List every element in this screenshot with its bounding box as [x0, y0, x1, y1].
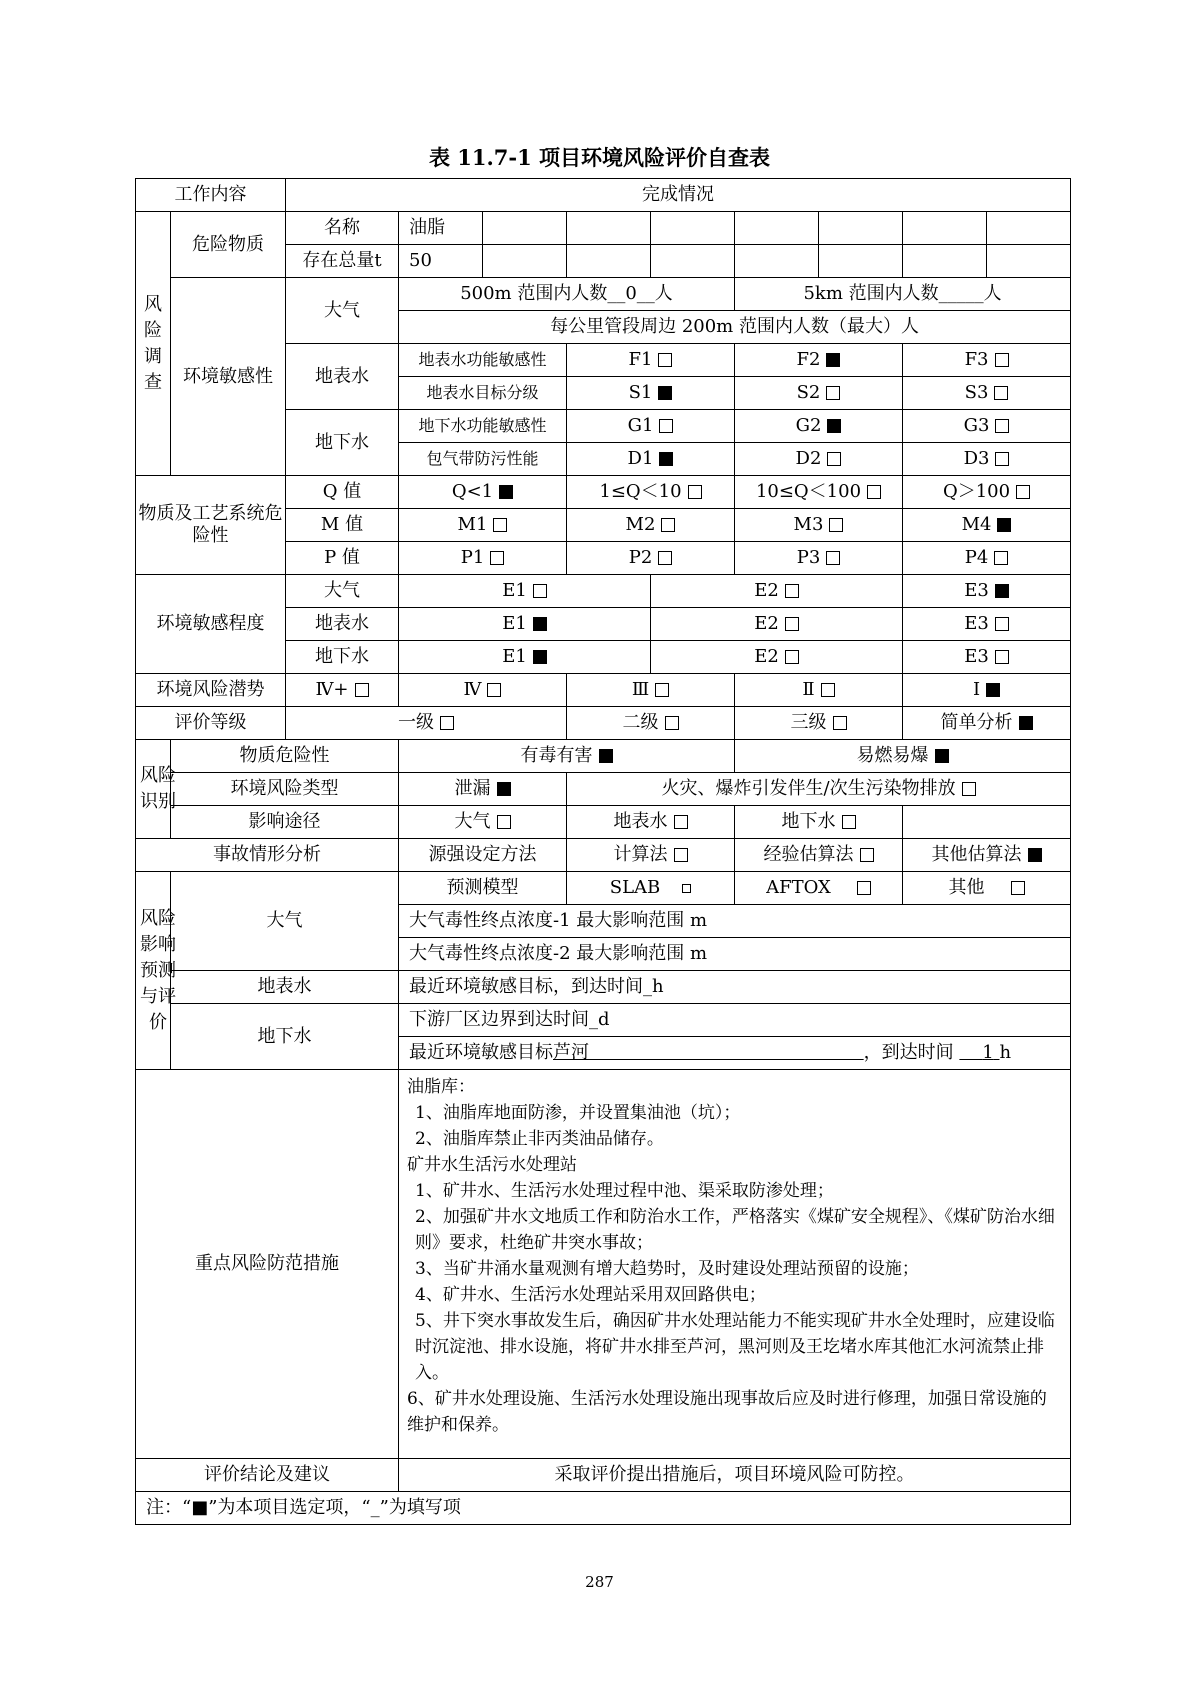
q-value-label: Q 值	[286, 476, 399, 509]
measures-line: 4、矿井水、生活污水处理站采用双回路供电；	[415, 1285, 766, 1305]
risk-id-substance-row	[136, 740, 1071, 773]
risk-id-path-row	[136, 806, 1071, 839]
checkbox-unchecked-icon	[674, 815, 688, 829]
checkbox-checked-icon	[997, 518, 1011, 532]
option-f1: F1	[567, 344, 735, 377]
measures-line: 2、加强矿井水文地质工作和防治水工作，严格落实《煤矿安全规程》、《煤矿防治水细则》要求，杜绝矿井突水事故；	[415, 1207, 1055, 1253]
checkbox-unchecked-icon	[490, 551, 504, 565]
option-level-2: 二级	[567, 707, 735, 740]
option-toxic: 有毒有害	[399, 740, 735, 773]
risk-potential-label: 环境风险潜势	[136, 674, 286, 707]
sens-degree-air-row	[136, 575, 1071, 608]
sens-degree-ground-label: 地下水	[286, 641, 399, 674]
prediction-surface-row	[136, 971, 1071, 1004]
option-other-estimate: 其他估算法	[903, 839, 1071, 872]
option-iv-plus: Ⅳ+	[286, 674, 399, 707]
table-title: 表 11.7-1 项目环境风险评价自查表	[428, 145, 771, 170]
option-air-e3: E3	[903, 575, 1071, 608]
checkbox-checked-icon	[1019, 716, 1033, 730]
option-f3: F3	[903, 344, 1071, 377]
ground-target-time: 最近环境敏感目标芦河 ，到达时间 1 h	[399, 1037, 1071, 1070]
surface-water-label: 地表水	[286, 344, 399, 410]
option-model-other: 其他	[903, 872, 1071, 905]
accident-label: 事故情形分析	[136, 839, 399, 872]
sens-degree-air-label: 大气	[286, 575, 399, 608]
measures-row	[136, 1070, 1071, 1459]
air-pipeline-population: 每公里管段周边 200m 范围内人数（最大）人	[399, 311, 1071, 344]
target-river-value: 芦河	[553, 1042, 589, 1063]
checkbox-unchecked-icon	[994, 551, 1008, 565]
checkbox-unchecked-icon	[994, 386, 1008, 400]
note-row	[136, 1492, 1071, 1525]
accident-row	[136, 839, 1071, 872]
checkbox-unchecked-icon	[440, 716, 454, 730]
checkbox-unchecked-icon	[661, 518, 675, 532]
checkbox-checked-icon	[935, 749, 949, 763]
risk-self-check-table	[135, 178, 1071, 1525]
measures-line: 矿井水生活污水处理站	[407, 1155, 577, 1175]
checkbox-unchecked-icon	[857, 881, 871, 895]
checkbox-unchecked-icon	[785, 650, 799, 664]
table-header-row	[136, 179, 1071, 212]
option-ground-e1: E1	[399, 641, 651, 674]
arrival-time-value: 1	[982, 1042, 994, 1063]
checkbox-checked-icon	[827, 419, 841, 433]
checkbox-checked-icon	[826, 353, 840, 367]
risk-id-type-row	[136, 773, 1071, 806]
risk-potential-row	[136, 674, 1071, 707]
option-p3: P3	[735, 542, 903, 575]
header-status: 完成情况	[286, 179, 1071, 212]
option-air-e2: E2	[651, 575, 903, 608]
option-m3: M3	[735, 509, 903, 542]
checkbox-checked-icon	[497, 782, 511, 796]
hazard-name-empty-cell	[567, 212, 651, 245]
ground-func-label: 地下水功能敏感性	[399, 410, 567, 443]
surface-target-label: 地表水目标分级	[399, 377, 567, 410]
checkbox-unchecked-icon	[995, 419, 1009, 433]
hazard-qty-empty-cell	[987, 245, 1071, 278]
hazard-name-label: 名称	[286, 212, 399, 245]
path-empty-cell	[903, 806, 1071, 839]
hazard-name-empty-cell	[651, 212, 735, 245]
checkbox-unchecked-icon	[995, 353, 1009, 367]
prediction-surface-label: 地表水	[171, 971, 399, 1004]
option-f2: F2	[735, 344, 903, 377]
option-s3: S3	[903, 377, 1071, 410]
checkbox-unchecked-icon	[674, 848, 688, 862]
option-empirical: 经验估算法	[735, 839, 903, 872]
env-sensitivity-label: 环境敏感性	[171, 278, 286, 476]
checkbox-unchecked-icon	[688, 485, 702, 499]
option-level-1: 一级	[286, 707, 567, 740]
measures-content	[399, 1070, 1071, 1459]
header-work: 工作内容	[136, 179, 286, 212]
option-leak: 泄漏	[399, 773, 567, 806]
substance-hazard-label: 物质危险性	[171, 740, 399, 773]
option-slab: SLAB	[567, 872, 735, 905]
checkbox-unchecked-icon	[682, 884, 691, 893]
checkbox-unchecked-icon	[355, 683, 369, 697]
checkbox-checked-icon	[1028, 848, 1042, 862]
option-g3: G3	[903, 410, 1071, 443]
checkbox-unchecked-icon	[860, 848, 874, 862]
option-m1: M1	[399, 509, 567, 542]
checkbox-unchecked-icon	[995, 452, 1009, 466]
measures-line: 3、当矿井涌水量观测有增大趋势时，及时建设处理站预留的设施；	[415, 1259, 919, 1279]
checkbox-checked-icon	[995, 584, 1009, 598]
checkbox-unchecked-icon	[533, 584, 547, 598]
checkbox-checked-icon	[658, 386, 672, 400]
checkbox-unchecked-icon	[827, 452, 841, 466]
option-s2: S2	[735, 377, 903, 410]
checkbox-unchecked-icon	[867, 485, 881, 499]
hazard-name-empty-cell	[819, 212, 903, 245]
prediction-ground-label: 地下水	[171, 1004, 399, 1070]
option-ground-e3: E3	[903, 641, 1071, 674]
vadose-label: 包气带防污性能	[399, 443, 567, 476]
option-s1: S1	[567, 377, 735, 410]
checkbox-unchecked-icon	[833, 716, 847, 730]
option-g2: G2	[735, 410, 903, 443]
measures-line: 6、矿井水处理设施、生活污水处理设施出现事故后应及时进行修理，加强日常设施的维护和保养。	[407, 1389, 1047, 1435]
option-p1: P1	[399, 542, 567, 575]
option-i: Ⅰ	[903, 674, 1071, 707]
air-toxic-endpoint-2: 大气毒性终点浓度-2 最大影响范围 m	[399, 938, 1071, 971]
checkbox-checked-icon	[533, 617, 547, 631]
checkbox-unchecked-icon	[658, 353, 672, 367]
option-level-3: 三级	[735, 707, 903, 740]
prediction-text: 风险影响预测与评价	[140, 907, 176, 1033]
air-toxic-endpoint-1: 大气毒性终点浓度-1 最大影响范围 m	[399, 905, 1071, 938]
hazard-qty-empty-cell	[903, 245, 987, 278]
surface-arrival-time: 最近环境敏感目标，到达时间_h	[399, 971, 1071, 1004]
conclusion-text: 采取评价提出措施后，项目环境风险可防控。	[399, 1459, 1071, 1492]
option-path-air: 大气	[399, 806, 567, 839]
option-p4: P4	[903, 542, 1071, 575]
option-ground-e2: E2	[651, 641, 903, 674]
checkbox-checked-icon	[599, 749, 613, 763]
measures-line: 5、井下突水事故发生后，确因矿井水处理站能力不能实现矿井水全处理时，应建设临时沉淀池、排水设施，将矿井水排至芦河，黑河则及王圪堵水库其他汇水河流禁止排入。	[415, 1311, 1055, 1383]
risk-id-text: 风险识别	[140, 765, 176, 812]
checkbox-unchecked-icon	[785, 617, 799, 631]
option-surface-e3: E3	[903, 608, 1071, 641]
option-surface-e1: E1	[399, 608, 651, 641]
eval-level-row	[136, 707, 1071, 740]
checkbox-checked-icon	[533, 650, 547, 664]
option-iv: Ⅳ	[399, 674, 567, 707]
hazard-label: 危险物质	[171, 212, 286, 278]
prediction-ground-line-1-row	[136, 1004, 1071, 1037]
hazard-name-row	[136, 212, 1071, 245]
hazard-qty-empty-cell	[483, 245, 567, 278]
option-flammable: 易燃易爆	[735, 740, 1071, 773]
checkbox-unchecked-icon	[826, 551, 840, 565]
option-m4: M4	[903, 509, 1071, 542]
checkbox-unchecked-icon	[497, 815, 511, 829]
measures-label: 重点风险防范措施	[136, 1070, 399, 1459]
hazard-name-empty-cell	[903, 212, 987, 245]
model-label: 预测模型	[399, 872, 567, 905]
groundwater-label: 地下水	[286, 410, 399, 476]
m-value-label: M 值	[286, 509, 399, 542]
option-q-1-10: 1≤Q＜10	[567, 476, 735, 509]
process-hazard-label: 物质及工艺系统危险性	[136, 476, 286, 575]
checkbox-unchecked-icon	[655, 683, 669, 697]
option-g1: G1	[567, 410, 735, 443]
option-simple-analysis: 简单分析	[903, 707, 1071, 740]
source-method-label: 源强设定方法	[399, 839, 567, 872]
air-sensitivity-row-1	[136, 278, 1071, 311]
hazard-qty-empty-cell	[735, 245, 819, 278]
sens-degree-surface-label: 地表水	[286, 608, 399, 641]
hazard-qty-empty-cell	[651, 245, 735, 278]
checkbox-unchecked-icon	[995, 650, 1009, 664]
checkbox-checked-icon	[659, 452, 673, 466]
option-calculation: 计算法	[567, 839, 735, 872]
option-path-ground: 地下水	[735, 806, 903, 839]
measures-line: 1、矿井水、生活污水处理过程中池、渠采取防渗处理；	[415, 1181, 834, 1201]
option-d3: D3	[903, 443, 1071, 476]
checkbox-unchecked-icon	[995, 617, 1009, 631]
checkbox-unchecked-icon	[962, 782, 976, 796]
env-sensitivity-degree-label: 环境敏感程度	[136, 575, 286, 674]
hazard-qty-label: 存在总量t	[286, 245, 399, 278]
hazard-qty-value: 50	[399, 245, 483, 278]
measures-line: 1、油脂库地面防渗，并设置集油池（坑）；	[415, 1103, 741, 1123]
option-path-surface: 地表水	[567, 806, 735, 839]
option-iii: Ⅲ	[567, 674, 735, 707]
conclusion-row	[136, 1459, 1071, 1492]
checkbox-unchecked-icon	[665, 716, 679, 730]
checkbox-unchecked-icon	[821, 683, 835, 697]
hazard-name-empty-cell	[735, 212, 819, 245]
option-q-10-100: 10≤Q＜100	[735, 476, 903, 509]
hazard-qty-empty-cell	[819, 245, 903, 278]
prediction-model-row	[136, 872, 1071, 905]
hazard-name-value: 油脂	[399, 212, 483, 245]
hazard-name-empty-cell	[483, 212, 567, 245]
air-label: 大气	[286, 278, 399, 344]
hazard-name-empty-cell	[987, 212, 1071, 245]
table-note: 注：“■”为本项目选定项，“_”为填写项	[136, 1492, 1071, 1525]
checkbox-checked-icon	[499, 485, 513, 499]
risk-survey-label	[136, 212, 171, 476]
checkbox-unchecked-icon	[658, 551, 672, 565]
option-p2: P2	[567, 542, 735, 575]
option-air-e1: E1	[399, 575, 651, 608]
checkbox-unchecked-icon	[829, 518, 843, 532]
checkbox-unchecked-icon	[826, 386, 840, 400]
conclusion-label: 评价结论及建议	[136, 1459, 399, 1492]
option-aftox: AFTOX	[735, 872, 903, 905]
p-value-label: P 值	[286, 542, 399, 575]
option-m2: M2	[567, 509, 735, 542]
prediction-label	[136, 872, 176, 1070]
option-q-lt-1: Q<1	[399, 476, 567, 509]
risk-id-label	[136, 740, 176, 839]
checkbox-checked-icon	[986, 683, 1000, 697]
option-d1: D1	[567, 443, 735, 476]
air-500m-population: 500m 范围内人数__0__人	[399, 278, 735, 311]
risk-survey-text: 风险调查	[144, 293, 162, 393]
checkbox-unchecked-icon	[1011, 881, 1025, 895]
air-5km-population: 5km 范围内人数_____人	[735, 278, 1071, 311]
impact-path-label: 影响途径	[171, 806, 399, 839]
page-number: 287	[585, 1573, 614, 1591]
checkbox-unchecked-icon	[842, 815, 856, 829]
surface-func-label: 地表水功能敏感性	[399, 344, 567, 377]
ground-boundary-time: 下游厂区边界到达时间_d	[399, 1004, 1071, 1037]
checkbox-unchecked-icon	[493, 518, 507, 532]
option-fire-explosion: 火灾、爆炸引发伴生/次生污染物排放	[567, 773, 1071, 806]
option-d2: D2	[735, 443, 903, 476]
checkbox-unchecked-icon	[659, 419, 673, 433]
q-value-row	[136, 476, 1071, 509]
option-q-gt-100: Q＞100	[903, 476, 1071, 509]
hazard-qty-empty-cell	[567, 245, 651, 278]
checkbox-unchecked-icon	[785, 584, 799, 598]
prediction-air-label: 大气	[171, 872, 399, 971]
measures-line: 2、油脂库禁止非丙类油品储存。	[415, 1129, 664, 1149]
risk-type-label: 环境风险类型	[171, 773, 399, 806]
checkbox-unchecked-icon	[1016, 485, 1030, 499]
option-ii: Ⅱ	[735, 674, 903, 707]
option-surface-e2: E2	[651, 608, 903, 641]
checkbox-unchecked-icon	[487, 683, 501, 697]
eval-level-label: 评价等级	[136, 707, 286, 740]
measures-line: 油脂库：	[407, 1077, 475, 1097]
